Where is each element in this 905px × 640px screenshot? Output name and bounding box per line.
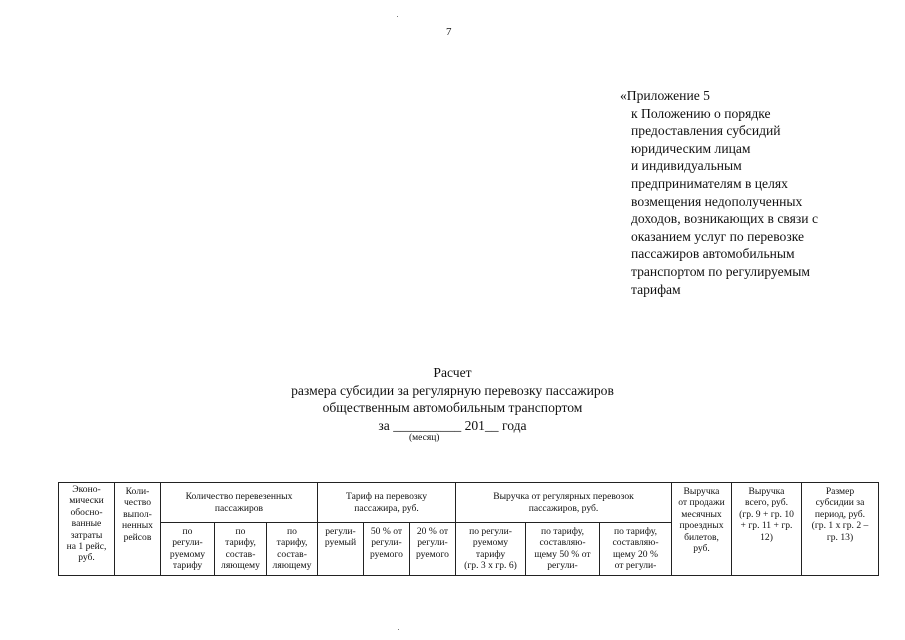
header-text-line: затраты [70, 529, 103, 541]
header-text-line: состав- [225, 548, 256, 560]
period-line: за __________ 201__ года [378, 417, 527, 433]
header-text-line: субсидии за [815, 497, 865, 509]
header-text-line: (гр. 3 х гр. 6) [464, 560, 517, 572]
header-text-line: руемому [169, 548, 206, 560]
scan-speck [398, 629, 399, 630]
appendix-line: пассажиров автомобильным [631, 246, 795, 262]
header-revenue-20 [600, 523, 672, 576]
header-passengers-50 [215, 523, 267, 576]
header-text-line: составляю- [612, 537, 659, 549]
title-line: общественным автомобильным транспортом [322, 400, 583, 416]
header-text-line: рейсов [123, 531, 152, 543]
appendix-line: доходов, возникающих в связи с [631, 211, 818, 227]
header-text-line: щему 50 % от [534, 548, 591, 560]
header-tariff-50 [364, 523, 410, 576]
month-hint: (месяц) [409, 433, 440, 443]
header-text-line: ляющему [272, 560, 312, 572]
appendix-line: оказанием услуг по перевозке [631, 228, 805, 244]
title-line: размера субсидии за регулярную перевозку пассажиров [291, 382, 614, 398]
header-text-line: руемого [416, 548, 449, 560]
appendix-line: и индивидуальным [631, 158, 742, 174]
scan-speck [397, 16, 398, 17]
header-total-revenue [732, 483, 802, 576]
header-text-line: билетов, [684, 531, 719, 543]
appendix-line: «Приложение 5 [620, 88, 710, 103]
header-subsidy-amount [802, 483, 879, 576]
appendix-line: предпринимателям в целях [631, 175, 788, 191]
header-text-line: пассажира, руб. [354, 502, 419, 514]
header-tariff-regulated [318, 523, 364, 576]
header-text-line: от продажи [678, 497, 725, 509]
appendix-line: юридическим лицам [631, 140, 751, 156]
header-trips-count [115, 483, 161, 576]
header-text-line: 50 % от [370, 526, 403, 537]
header-text-line: Выручка от регулярных перевозок [493, 491, 634, 503]
header-text-line: 12) [760, 531, 773, 543]
header-text-line: + гр. 11 + гр. [740, 520, 793, 532]
header-text-line: регули- [371, 537, 402, 549]
header-text-line: Эконо- [72, 484, 101, 495]
header-passengers-20 [267, 523, 318, 576]
header-text-line: регули- [172, 537, 203, 549]
header-revenue-50 [526, 523, 600, 576]
header-text-line: тарифу, [225, 537, 256, 549]
header-text-line: (гр. 1 х гр. 2 – [811, 520, 869, 532]
document-title [0, 364, 905, 434]
header-text-line: ванные [71, 518, 102, 530]
header-text-line: месячных [681, 508, 722, 520]
appendix-line: возмещения недополученных [631, 193, 803, 209]
header-revenue-group [456, 483, 672, 523]
header-tariff-group [318, 483, 456, 523]
header-text-line: по [235, 526, 246, 537]
header-text-line: руемый [324, 537, 357, 549]
appendix-line: транспортом по регулируемым [631, 263, 810, 279]
header-text-line: проездных [679, 520, 724, 532]
appendix-line: тарифам [631, 281, 681, 297]
header-text-line: регули- [417, 537, 448, 549]
appendix-line: предоставления субсидий [631, 123, 781, 139]
header-text-line: по тарифу, [613, 526, 658, 537]
header-text-line: от регули- [614, 560, 657, 572]
header-text-line: мически [69, 495, 104, 507]
header-text-line: руемого [370, 548, 403, 560]
appendix-note [620, 87, 860, 298]
header-tariff-20 [410, 523, 456, 576]
header-text-line: по [182, 526, 193, 537]
page-number: 7 [446, 26, 452, 38]
header-text-line: ляющему [221, 560, 260, 572]
header-passengers-regulated [161, 523, 215, 576]
header-text-line: ненных [122, 520, 153, 532]
header-text-line: по регули- [469, 526, 512, 537]
header-text-line: пассажиров, руб. [528, 502, 599, 514]
header-text-line: руемому [472, 537, 509, 549]
header-text-line: щему 20 % [613, 548, 658, 560]
header-monthly-pass-revenue [672, 483, 732, 576]
appendix-line: к Положению о порядке [631, 105, 771, 121]
header-passengers-group [161, 483, 318, 523]
header-text-line: регули- [325, 526, 356, 537]
subsidy-calculation-table [58, 482, 879, 576]
header-text-line: тарифу [475, 548, 506, 560]
header-text-line: Коли- [125, 486, 150, 497]
header-text-line: чество [123, 497, 152, 509]
header-text-line: период, руб. [814, 508, 866, 520]
header-text-line: Тариф на перевозку [345, 491, 428, 503]
header-text-line: 20 % от [416, 526, 449, 537]
header-text-line: по [287, 526, 297, 537]
header-revenue-regulated [456, 523, 526, 576]
header-text-line: составляю- [539, 537, 586, 549]
header-text-line: тарифу, [276, 537, 308, 549]
header-text-line: Выручка [683, 486, 720, 497]
header-text-line: тарифу [172, 560, 203, 572]
header-text-line: гр. 13) [826, 531, 854, 543]
header-text-line: (гр. 9 + гр. 10 [739, 508, 794, 520]
header-text-line: по тарифу, [540, 526, 585, 537]
header-text-line: пассажиров [214, 502, 264, 514]
header-text-line: всего, руб. [744, 497, 789, 509]
header-text-line: Выручка [748, 486, 785, 497]
header-text-line: состав- [277, 548, 307, 560]
header-text-line: руб. [78, 552, 95, 564]
header-text-line: выпол- [123, 508, 152, 520]
header-text-line: на 1 рейс, [66, 541, 107, 553]
header-text-line: регули- [547, 560, 578, 572]
header-text-line: руб. [693, 543, 710, 555]
header-text-line: Количество перевезенных [185, 491, 293, 503]
header-text-line: обосно- [70, 506, 103, 518]
header-economic-costs [59, 483, 115, 576]
header-text-line: Размер [825, 486, 855, 497]
title-line: Расчет [433, 365, 472, 380]
